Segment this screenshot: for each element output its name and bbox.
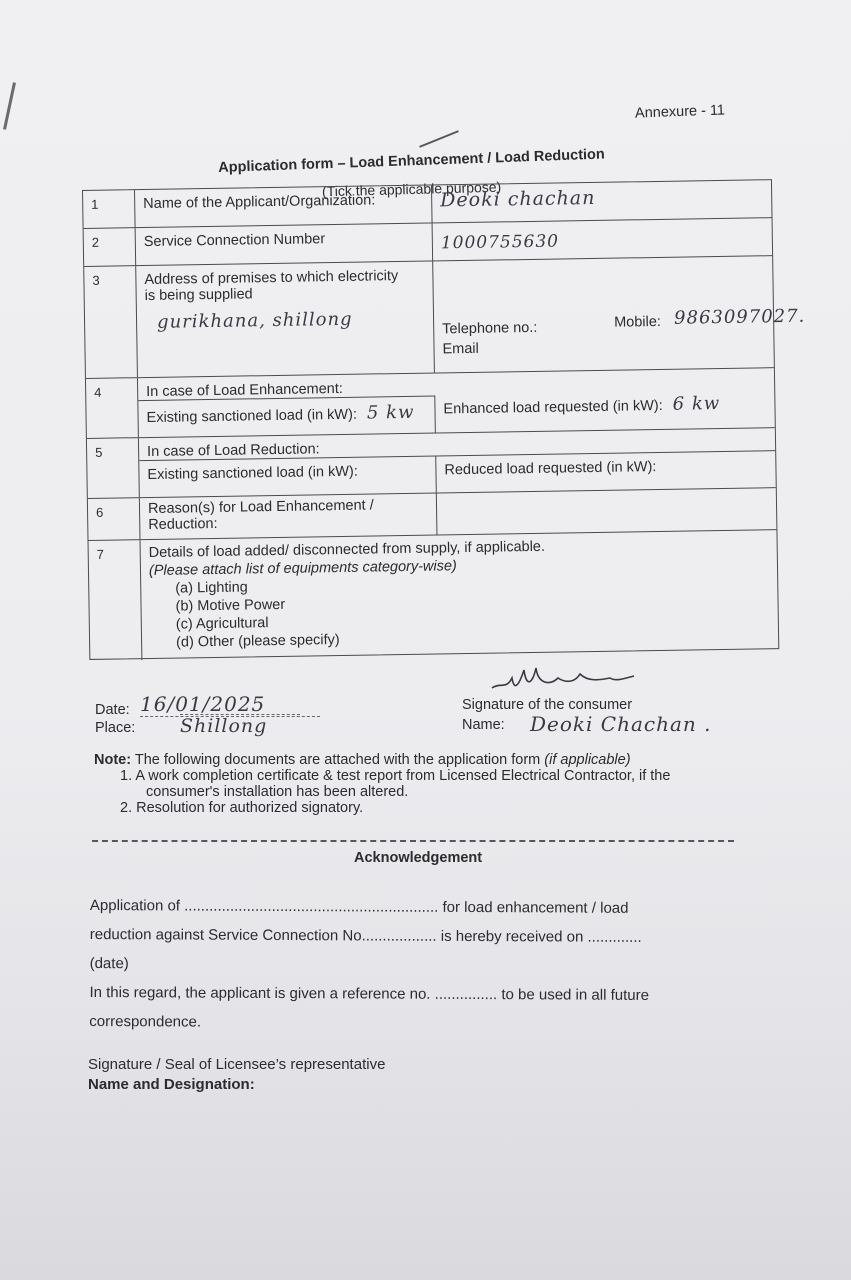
reduction-heading: In case of Load Reduction:: [146, 441, 320, 461]
reason-label-line2: Reduction:: [148, 515, 218, 533]
telephone-label: Telephone no.:: [442, 319, 538, 338]
address-label-line1: Address of premises to which electricity: [144, 268, 399, 289]
row-number: 1: [83, 190, 136, 228]
date-label: Date:: [95, 702, 130, 718]
existing-load-value[interactable]: 5 kw: [366, 401, 415, 424]
details-line1: Details of load added/ disconnected from supply, if applicable.: [148, 538, 546, 561]
existing-load-reduction-label: Existing sanctioned load (in kW):: [139, 455, 437, 498]
table-row-load-details: [89, 530, 779, 661]
row-number: 6: [88, 498, 141, 540]
acknowledgement-body: [89, 891, 780, 1040]
place-value[interactable]: Shillong: [180, 714, 300, 737]
reason-label-line1: Reason(s) for Load Enhancement /: [147, 497, 374, 518]
note-text: The following documents are attached with the application form: [134, 752, 541, 768]
enhancement-heading: In case of Load Enhancement:: [146, 380, 343, 401]
signature-label: Signature of the consumer: [462, 697, 633, 713]
row-number: 7: [89, 540, 143, 661]
enhanced-load-label: Enhanced load requested (in kW):: [443, 397, 663, 418]
note-paren: (if applicable): [544, 752, 631, 768]
email-label: Email: [442, 340, 479, 358]
application-form-table: [82, 179, 806, 660]
contact-cell: [433, 256, 806, 372]
row-number: 3: [84, 266, 138, 378]
applicant-name-value[interactable]: Deoki chachan: [440, 186, 596, 212]
ack-line-1: Application of ............................................................. for load enhancement / load: [89, 896, 629, 917]
mobile-value[interactable]: 9863097027.: [673, 305, 806, 329]
enhanced-load-value[interactable]: 6 kw: [672, 393, 721, 415]
ack-line-5: correspondence.: [89, 1012, 202, 1031]
place-label: Place:: [95, 720, 136, 736]
category-other: (d) Other (please specify): [175, 632, 340, 651]
note-item-1-cont: consumer's installation has been altered.: [146, 784, 409, 800]
category-motive-power: (b) Motive Power: [175, 596, 286, 615]
note-label: Note:: [94, 752, 132, 768]
details-line2: (Please attach list of equipments category-wise): [148, 558, 457, 579]
tick-mark: [419, 130, 459, 148]
name-designation-label: Name and Designation:: [88, 1076, 255, 1093]
table-row-load-enhancement: [86, 368, 775, 439]
enhanced-load-cell: [435, 368, 775, 433]
reason-value-cell[interactable]: [437, 488, 777, 534]
date-value[interactable]: 16/01/2025: [140, 692, 320, 717]
address-cell: [136, 261, 435, 377]
existing-load-cell: [138, 395, 436, 438]
applicant-name-label: Name of the Applicant/Organization:: [135, 186, 433, 228]
address-value[interactable]: gurikhana, shillong: [156, 308, 353, 333]
name-label: Name:: [462, 717, 505, 733]
reduced-load-label: Reduced load requested (in kW):: [444, 459, 657, 479]
form-subtitle: (Tick the applicable purpose): [321, 178, 502, 200]
existing-load-label: Existing sanctioned load (in kW):: [146, 406, 358, 427]
category-lighting: (a) Lighting: [175, 579, 248, 597]
note-item-1: 1. A work completion certificate & test report from Licensed Electrical Contractor, if the: [120, 768, 671, 784]
row-number: 2: [84, 228, 137, 266]
service-connection-label: Service Connection Number: [136, 223, 434, 265]
load-details-cell: [141, 530, 779, 660]
consumer-name-value[interactable]: Deoki Chachan .: [530, 712, 712, 736]
ack-line-3: (date): [89, 954, 129, 973]
mobile-label: Mobile:: [614, 313, 662, 331]
row-number: 5: [87, 438, 140, 498]
consumer-signature-mark: [488, 660, 638, 696]
acknowledgement-title: Acknowledgement: [354, 850, 483, 866]
address-label-line2: is being supplied: [144, 286, 253, 305]
service-connection-value[interactable]: 1000755630: [440, 231, 560, 254]
note-section: [94, 752, 784, 816]
table-row-load-reduction: [87, 428, 776, 499]
form-title: Application form – Load Enhancement / Load Reduction: [218, 146, 606, 176]
annexure-label: Annexure - 11: [634, 102, 726, 122]
ack-line-4: In this regard, the applicant is given a reference no. ............... to be used in all future: [89, 983, 649, 1004]
separator-line: [92, 840, 734, 842]
margin-pen-mark: [3, 82, 16, 130]
table-row-address: [84, 256, 806, 379]
note-item-2: 2. Resolution for authorized signatory.: [120, 800, 364, 816]
category-agricultural: (c) Agricultural: [175, 615, 269, 633]
row-number: 4: [86, 378, 139, 438]
licensee-signature-label: Signature / Seal of Licensee’s representative: [88, 1056, 386, 1073]
ack-line-2: reduction against Service Connection No.................. is hereby received on .............: [89, 925, 642, 946]
reason-cell: [140, 493, 438, 539]
